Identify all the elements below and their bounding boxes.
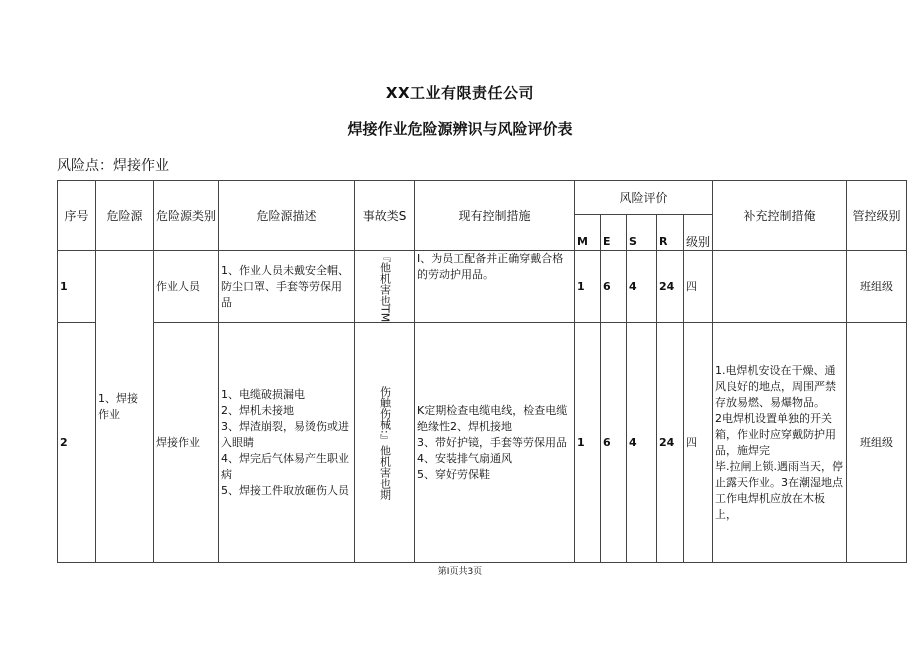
header-accident-type: 事故类S xyxy=(355,181,415,251)
table-row xyxy=(58,251,907,323)
row-hazard-description xyxy=(219,323,355,563)
document-title: 焊接作业危险源辨识与风险评价表 xyxy=(347,120,573,138)
row-additional-measures xyxy=(713,251,847,323)
row-seq: 2 xyxy=(58,323,96,563)
description-line: 1、作业人员未戴安全帽、防尘口罩、手套等劳保用品 xyxy=(221,263,349,309)
header-risk-evaluation: 风险评价 xyxy=(575,181,713,215)
description-line: 4、焊完后气体易产生职业病 xyxy=(221,451,349,481)
header-level: 级别 xyxy=(684,215,713,251)
measure-line: 4、安装排气扇通风 xyxy=(417,451,512,465)
row-control-level: 班组级 xyxy=(847,323,907,563)
header-hazard-description: 危险源描述 xyxy=(219,181,355,251)
row-hazard-description xyxy=(219,251,355,323)
risk-point-label: 风险点：焊接作业 xyxy=(57,158,169,174)
header-seq: 序号 xyxy=(58,181,96,251)
row-level: 四 xyxy=(684,323,713,563)
description-line: 3、焊渣崩裂，易烫伤或进入眼睛 xyxy=(221,419,349,449)
row-s: 4 xyxy=(627,323,657,563)
measure-line: I、为员工配备并正确穿戴合格的劳动护用品。 xyxy=(417,252,564,281)
description-line: 1、电缆破损漏电 xyxy=(221,387,305,401)
header-existing-measures: 现有控制措施 xyxy=(415,181,575,251)
row-existing-measures xyxy=(415,251,575,323)
row-hazard-type: 焊接作业 xyxy=(154,323,219,563)
company-title: XX工业有限责任公司 xyxy=(385,84,535,102)
header-m: M xyxy=(575,215,601,251)
header-additional-measures: 补充控制措俺 xyxy=(713,181,847,251)
header-control-level: 管控级别 xyxy=(847,181,907,251)
measure-line: 3、带好护镜，手套等劳保用品 xyxy=(417,435,567,449)
row-accident-type xyxy=(355,323,415,563)
header-hazard-source: 危险源 xyxy=(96,181,154,251)
page-footer: 第I页共3页 xyxy=(437,567,483,577)
hazard-source-line: 作业 xyxy=(98,407,120,421)
row-seq: 1 xyxy=(58,251,96,323)
header-r: R xyxy=(657,215,684,251)
row-level: 四 xyxy=(684,251,713,323)
row-r: 24 xyxy=(657,251,684,323)
row-m: 1 xyxy=(575,251,601,323)
hazard-source-line: 1、焊接 xyxy=(98,391,138,405)
description-line: 2、焊机未接地 xyxy=(221,403,294,417)
row-e: 6 xyxy=(601,323,627,563)
row-s: 4 xyxy=(627,251,657,323)
additional-measure-line: 毕.拉闸上锁.遇雨当天，停止露天作业。3在潮湿地点工作电焊机应放在木板上， xyxy=(715,459,844,521)
row-e: 6 xyxy=(601,251,627,323)
row-existing-measures xyxy=(415,323,575,563)
additional-measure-line: 2电焊机设置单独的开关箱，作业时应穿戴防护用品，施焊完 xyxy=(715,411,837,457)
description-line: 5、焊接工件取放砸伤人员 xyxy=(221,483,349,497)
row-hazard-type: 作业人员 xyxy=(154,251,219,323)
measure-line: 5、穿好劳保鞋 xyxy=(417,467,490,481)
row-control-level: 班组级 xyxy=(847,251,907,323)
accident-type-text: 『他机害也TM xyxy=(378,251,392,323)
row-m: 1 xyxy=(575,323,601,563)
header-s: S xyxy=(627,215,657,251)
row-additional-measures xyxy=(713,323,847,563)
row-r: 24 xyxy=(657,323,684,563)
additional-measure-line: 1.电焊机安设在干燥、通风良好的地点，周围严禁存放易燃、易爆物品。 xyxy=(715,363,837,409)
measure-line: K定期检查电缆电线，检查电缆绝缘性2、焊机接地 xyxy=(417,403,568,433)
header-hazard-type: 危险源类别 xyxy=(154,181,219,251)
risk-assessment-table xyxy=(57,180,907,563)
row-accident-type xyxy=(355,251,415,323)
header-e: E xyxy=(601,215,627,251)
table-row xyxy=(58,323,907,563)
hazard-source-cell xyxy=(96,251,154,563)
accident-type-text: 伤触伤械:』他机害也期 xyxy=(378,385,392,500)
